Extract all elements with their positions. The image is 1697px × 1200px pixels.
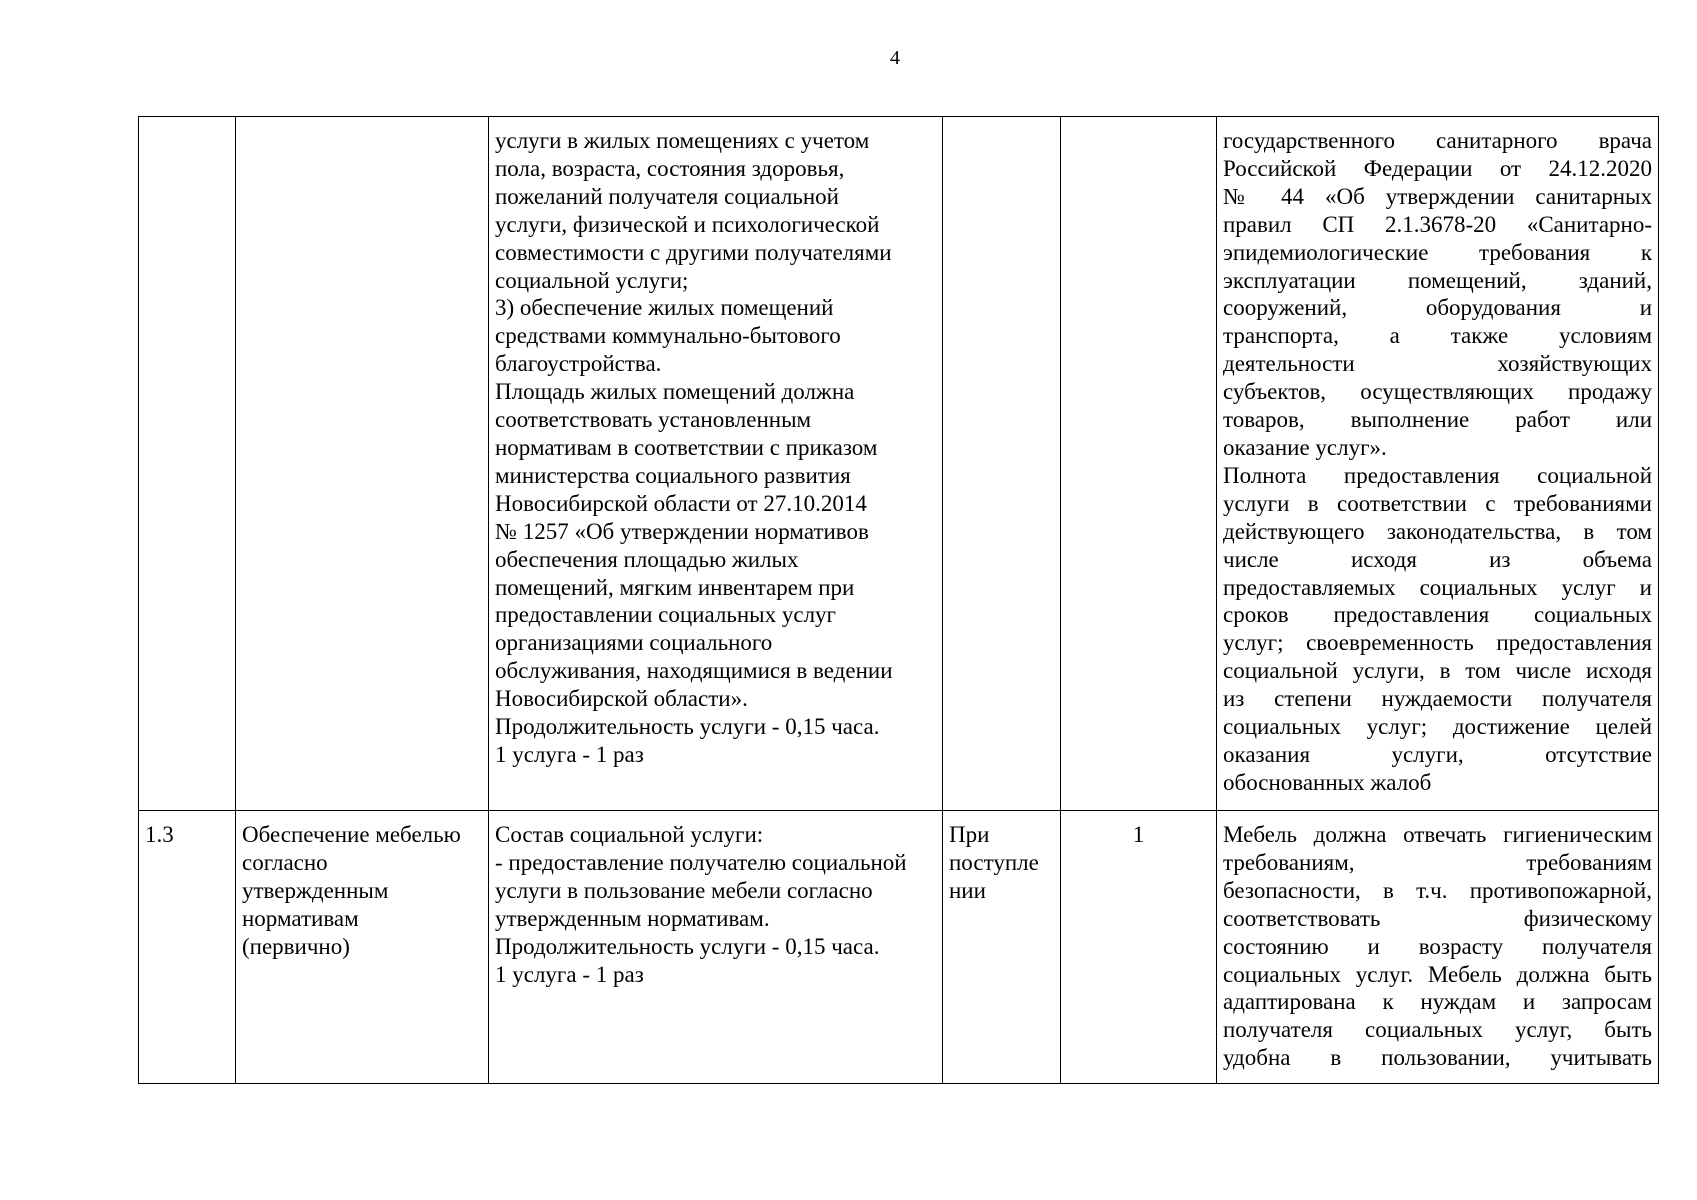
quantity-cell: 1 [1061, 811, 1217, 1084]
page-number: 4 [890, 47, 900, 69]
frequency-cell: При поступле нии [943, 811, 1061, 1084]
table-row [139, 811, 1659, 1084]
frequency-cell [943, 117, 1061, 811]
quality-standards-cell: Мебель должна отвечать гигиеническим требованиям, требованиям безопасности, в т.ч. противопожарной, соответствовать физическому состоянию и возрасту получателя социальных услуг. Мебель должна быть адаптирована к нуждам и запросам получателя социальных услуг, быть удобна в пользовании, учитывать [1217, 811, 1659, 1084]
quantity-cell [1061, 117, 1217, 811]
table-row [139, 117, 1659, 811]
services-table [138, 116, 1659, 1084]
service-content-cell: Состав социальной услуги: - предоставление получателю социальной услуги в пользование мебели согласно утвержденным нормативам. Продолжительность услуги - 0,15 часа. 1 услуга - 1 раз [489, 811, 943, 1084]
row-number-cell [139, 117, 236, 811]
quality-standards-cell: государственного санитарного врача Российской Федерации от 24.12.2020 № 44 «Об утверждении санитарных правил СП 2.1.3678-20 «Санитарно- эпидемиологические требования к эксплуатации помещений, зданий, сооружений, оборудования и транспорта, а также условиям деятельности хозяйствующих субъектов, осуществляющих продажу товаров, выполнение работ или оказание услуг». Полнота предоставления социальной услуги в соответствии с требованиями действующего законодательства, в том числе исходя из объема предоставляемых социальных услуг и сроков предоставления социальных услуг; своевременность предоставления социальной услуги, в том числе исходя из степени нуждаемости получателя социальных услуг; достижение целей оказания услуги, отсутствие обоснованных жалоб [1217, 117, 1659, 811]
service-name-cell: Обеспечение мебелью согласно утвержденным нормативам (первично) [236, 811, 489, 1084]
service-name-cell [236, 117, 489, 811]
service-content-cell: услуги в жилых помещениях с учетом пола, возраста, состояния здоровья, пожеланий получателя социальной услуги, физической и психологической совместимости с другими получателями социальной услуги; 3) обеспечение жилых помещений средствами коммунально-бытового благоустройства. Площадь жилых помещений должна соответствовать установленным нормативам в соответствии с приказом министерства социального развития Новосибирской области от 27.10.2014 № 1257 «Об утверждении нормативов обеспечения площадью жилых помещений, мягким инвентарем при предоставлении социальных услуг организациями социального обслуживания, находящимися в ведении Новосибирской области». Продолжительность услуги - 0,15 часа. 1 услуга - 1 раз [489, 117, 943, 811]
row-number-cell: 1.3 [139, 811, 236, 1084]
